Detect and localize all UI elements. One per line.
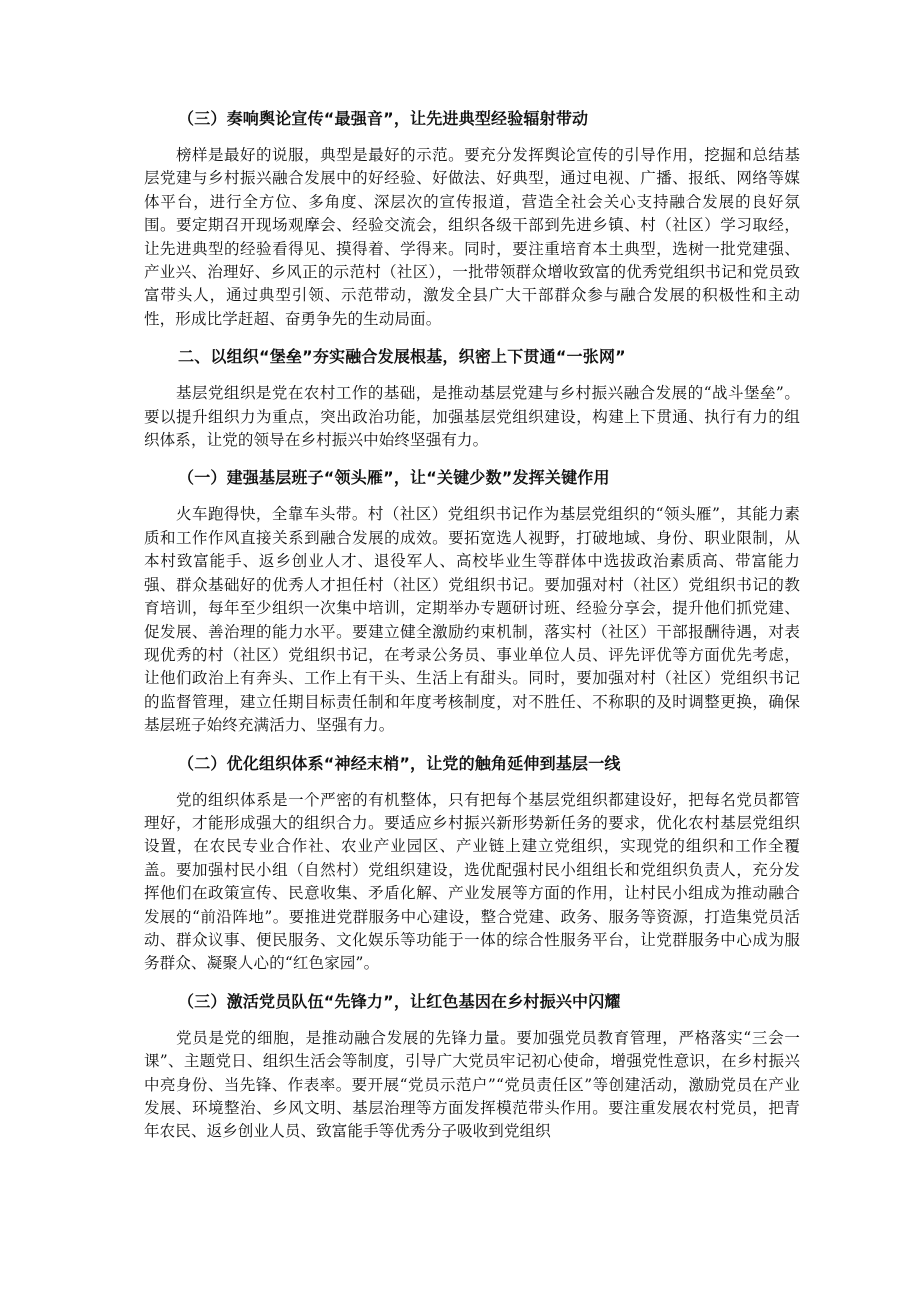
- subsection-heading-party-members: （三）激活党员队伍“先锋力”，让红色基因在乡村振兴中闪耀: [178, 991, 621, 1011]
- paragraph-village-secretary: 火车跑得快，全靠车头带。村（社区）党组织书记作为基层党组织的“领头雁”，其能力素质和工作作风直接关系到融合发展的成效。要拓宽选人视野，打破地域、身份、职业限制，从本村致富能手、返乡创业人才、退役军人、高校毕业生等群体中选拔政治素质高、带富能力强、群众基础好的优秀人才担任村（社区）党组织书记。要加强对村（社区）党组织书记的教育培训，每年至少组织一次集中培训，定期举办专题研讨班、经验分享会，提升他们抓党建、促发展、善治理的能力水平。要建立健全激励约束机制，落实村（社区）干部报酬待遇，对表现优秀的村（社区）党组织书记，在考录公务员、事业单位人员、评先评优等方面优先考虑，让他们政治上有奔头、工作上有干头、生活上有甜头。同时，要加强对村（社区）党组织书记的监督管理，建立任期目标责任制和年度考核制度，对不胜任、不称职的及时调整更换，确保基层班子始终充满活力、坚强有力。: [144, 505, 800, 735]
- paragraph-party-members: 党员是党的细胞，是推动融合发展的先锋力量。要加强党员教育管理，严格落实“三会一课”、主题党日、组织生活会等制度，引导广大党员牢记初心使命，增强党性意识，在乡村振兴中亮身份、当先锋、作表率。要开展“党员示范户”“党员责任区”等创建活动，激励党员在产业发展、环境整治、乡风文明、基层治理等方面发挥模范带头作用。要注重发展农村党员，把青年农民、返乡创业人员、致富能手等优秀分子吸收到党组织: [144, 1028, 800, 1141]
- subsection-heading-leadership: （一）建强基层班子“领头雁”，让“关键少数”发挥关键作用: [178, 468, 610, 488]
- subsection-heading-organization-system: （二）优化组织体系“神经末梢”，让党的触角延伸到基层一线: [178, 753, 621, 773]
- paragraph-grassroots-organization: 基层党组织是党在农村工作的基础，是推动基层党建与乡村振兴融合发展的“战斗堡垒”。要以提升组织力为重点，突出政治功能，加强基层党组织建设，构建上下贯通、执行有力的组织体系，让党的领导在乡村振兴中始终坚强有力。: [144, 384, 800, 450]
- paragraph-role-models: 榜样是最好的说服，典型是最好的示范。要充分发挥舆论宣传的引导作用，挖掘和总结基层党建与乡村振兴融合发展中的好经验、好做法、好典型，通过电视、广播、报纸、网络等媒体平台，进行全方位、多角度、深层次的宣传报道，营造全社会关心支持融合发展的良好氛围。要定期召开现场观摩会、经验交流会，组织各级干部到先进乡镇、村（社区）学习取经，让先进典型的经验看得见、摸得着、学得来。同时，要注重培育本土典型，选树一批党建强、产业兴、治理好、乡风正的示范村（社区），一批带领群众增收致富的优秀党组织书记和党员致富带头人，通过典型引领、示范带动，激发全县广大干部群众参与融合发展的积极性和主动性，形成比学赶超、奋勇争先的生动局面。: [144, 146, 800, 328]
- paragraph-organization-system: 党的组织体系是一个严密的有机整体，只有把每个基层党组织都建设好，把每名党员都管理好，才能形成强大的组织合力。要适应乡村振兴新形势新任务的要求，优化农村基层党组织设置，在农民专业合作社、农业产业园区、产业链上建立党组织，实现党的组织和工作全覆盖。要加强村民小组（自然村）党组织建设，选优配强村民小组组长和党组织负责人，充分发挥他们在政策宣传、民意收集、矛盾化解、产业发展等方面的作用，让村民小组成为推动融合发展的“前沿阵地”。要推进党群服务中心建设，整合党建、政务、服务等资源，打造集党员活动、群众议事、便民服务、文化娱乐等功能于一体的综合性服务平台，让党群服务中心成为服务群众、凝聚人心的“红色家园”。: [144, 790, 800, 973]
- section-heading-organization-fortress: 二、以组织“堡垒”夯实融合发展根基，织密上下贯通“一张网”: [178, 347, 626, 367]
- section-heading-publicity: （三）奏响舆论宣传“最强音”，让先进典型经验辐射带动: [178, 109, 589, 128]
- document-body: [144, 107, 800, 1144]
